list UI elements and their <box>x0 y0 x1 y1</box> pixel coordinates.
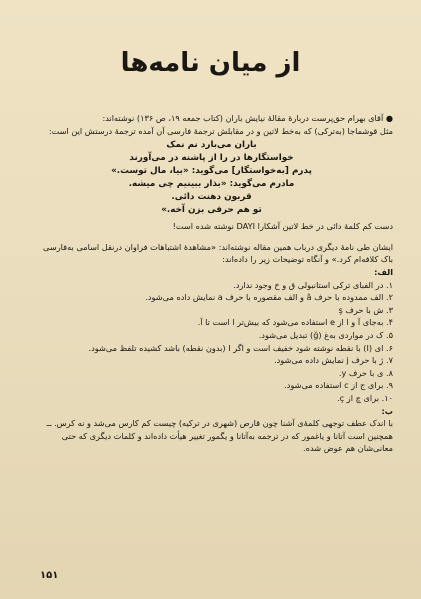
letter2-closing: با اندک عطف توجهی کلمهٔ‌ی آشنا چون قارص (شهری در ترکیه) چیست کم کارس می‌شد و نه کرس. ــ همچنین است آتانا و یاغمور که در ترجمه به‌آتانا و یگمور تغییر هیأت داده‌اند و کلمات دیگری که حتی معانی‌شان هم عوض شده. <box>46 418 393 454</box>
poem-line: پدرم [به‌خواستگار] می‌گوید: «بیا، مال توست.» <box>111 166 312 177</box>
list-item: ۸. ی با حرف y. <box>338 367 393 378</box>
section-divider <box>30 233 393 241</box>
section-a-heading: الف: <box>374 266 393 277</box>
page-title: از میان نامه‌ها <box>120 48 301 78</box>
section-b-heading: ب: <box>381 405 393 416</box>
list-item: ۹. برای ج از c استفاده می‌شود. <box>284 380 393 391</box>
list-item: ۱. در الفبای ترکی استانبولی ق و خ وجود ندارد. <box>233 279 393 290</box>
poem-line: باران می‌بارد نم نمک <box>166 140 257 151</box>
letter1-note: دست کم کلمهٔ دائی در خط لاتین آشکارا DAYI نوشته شده است! <box>172 221 393 232</box>
poem <box>30 139 393 217</box>
letter2-intro: ایشان طی نامهٔ دیگری درباب همین مقاله نوشته‌اند: «مشاهدهٔ اشتباهات فراوان درنقل اسامی به‌فارسی باک کلافه‌ام کرد.» و آنگاه توضیحات زیر را داده‌اند: <box>43 241 393 265</box>
list-item: ۲. الف ممدوده با حرف â و الف مقصوره با حرف a نمایش داده می‌شود. <box>145 292 393 303</box>
poem-line: خواستگارها در را از پاشنه در می‌آورند <box>129 153 294 164</box>
list-item: ۷. ژ با حرف j نمایش داده می‌شود. <box>274 355 393 366</box>
poem-line: قربون دهنت دائی. <box>171 192 252 203</box>
page-number: ۱۵۱ <box>40 570 59 581</box>
letter1-body: مثل قوشماجا (به‌ترکی) که به‌خط لاتین و در مقابلش ترجمهٔ فارسی آن آمده ترجمهٔ درستش این است: <box>48 125 393 136</box>
list-item: ۵. ک در مواردی به‌غ (ğ) تبدیل می‌شود. <box>258 329 393 340</box>
letters-content <box>30 112 393 582</box>
poem-line: تو هم حرفی بزن آخه.» <box>161 205 262 216</box>
list-item: ۶. ای (I) با نقطه نوشته شود خفیف است و اگر I (بدون نقطه) باشد کشیده تلفظ می‌شود. <box>88 342 393 353</box>
letter1-intro: ● آقای بهرام حق‌پرست دربارهٔ مقالهٔ نیایش باران (کتاب جمعه ۱۹، ص ۱۳۶) نوشته‌اند: <box>102 113 393 123</box>
poem-line: مادرم می‌گوید: «بذار ببینیم چی میشه. <box>128 179 295 190</box>
list-item: ۳. ش با حرف ş <box>338 304 393 315</box>
list-item: ۱۰. برای چ از ç. <box>337 392 393 403</box>
list-item: ۴. به‌جای آ و ا از e استفاده می‌شود که بیش‌تر ا است تا آ. <box>197 317 393 328</box>
